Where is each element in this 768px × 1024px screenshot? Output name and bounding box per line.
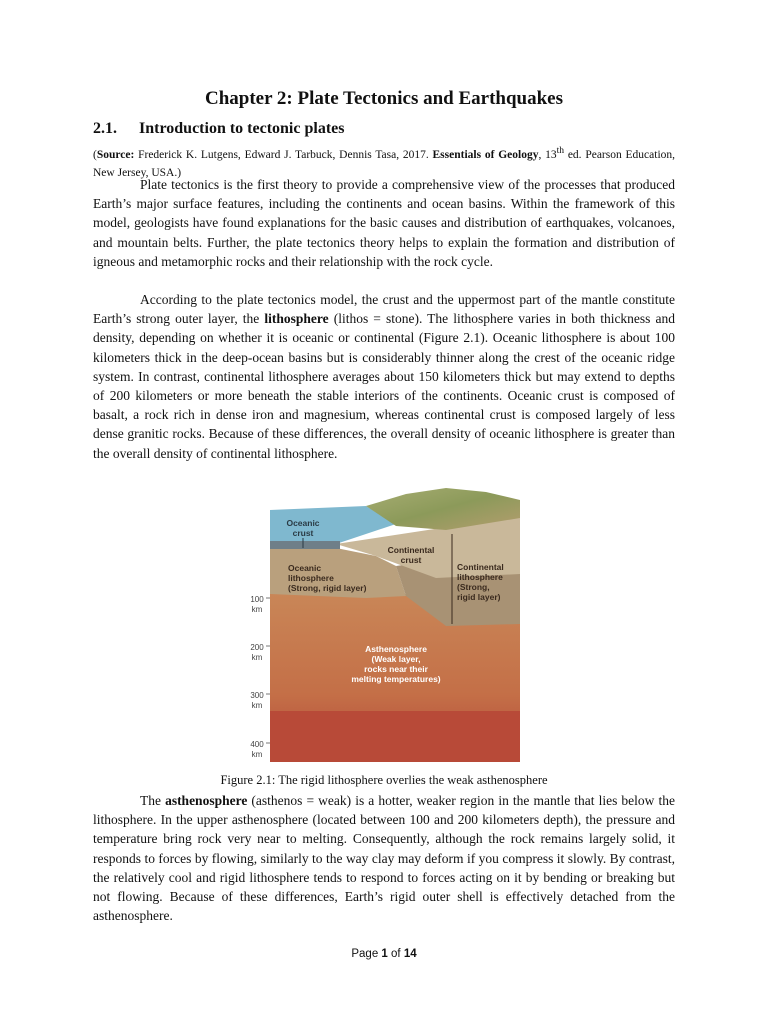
source-edition: , 13 xyxy=(538,148,557,161)
paragraph-3 xyxy=(93,791,675,925)
asthenosphere-label-4: melting temperatures) xyxy=(351,674,441,684)
continental-lithosphere-label-4: rigid layer) xyxy=(457,592,501,602)
footer-page-number: 1 xyxy=(381,948,388,960)
section-number: 2.1. xyxy=(93,120,117,137)
oceanic-lithosphere-label-1: Oceanic xyxy=(288,563,322,573)
paragraph-2 xyxy=(93,290,675,463)
continental-lithosphere-label-3: (Strong, xyxy=(457,582,490,592)
section-title: Introduction to tectonic plates xyxy=(139,120,345,137)
footer-total-pages: 14 xyxy=(403,948,417,960)
depth-400-value: 400 xyxy=(250,740,264,749)
source-edition-sup: th xyxy=(556,145,565,156)
depth-300-value: 300 xyxy=(250,691,264,700)
continental-lithosphere-label-2: lithosphere xyxy=(457,572,503,582)
paragraph-2-text-a: According to the plate tectonics model, the crust and the uppermost part of the mantle constitute Earth’s strong outer layer, the xyxy=(93,292,675,327)
page-footer xyxy=(0,948,768,960)
footer-page-word: Page xyxy=(351,948,379,960)
depth-400-unit: km xyxy=(251,750,263,759)
asthenosphere-label-2: (Weak layer, xyxy=(371,654,421,664)
source-prefix: ( xyxy=(93,148,97,161)
oceanic-crust-label-1: Oceanic xyxy=(286,518,320,528)
figure-caption: Figure 2.1: The rigid lithosphere overlies the weak asthenosphere xyxy=(220,773,548,787)
paragraph-3-pre: The xyxy=(140,793,166,808)
footer-of-word: of xyxy=(391,948,401,960)
source-authors: Frederick K. Lutgens, Edward J. Tarbuck, Dennis Tasa, 2017. xyxy=(134,148,433,161)
source-book: Essentials of Geology xyxy=(432,148,539,161)
depth-100-unit: km xyxy=(251,605,263,614)
source-rest: ed. Pearson Education, New Jersey, USA.) xyxy=(93,148,676,179)
oceanic-crust-band xyxy=(270,541,340,549)
paragraph-3-text: (asthenos = weak) is a hotter, weaker region in the mantle that lies below the lithosphere. In the upper asthenosphere (located between 100 and 200 kilometers depth), the pressure and temperature bring rock very near to melting. Consequently, although the rock remains largely solid, it responds to forces by flowing, similarly to the way clay may deform if you compress it slowly. By contrast, the relatively cool and rigid lithosphere tends to respond to forces acting on it by bending or breaking but not flowing. Because of these differences, Earth’s rigid outer shell is effectively detached from the asthenosphere. xyxy=(93,793,675,924)
lithosphere-figure xyxy=(246,486,526,764)
asthenosphere-label-3: rocks near their xyxy=(364,664,428,674)
oceanic-crust-label-2: crust xyxy=(292,528,314,538)
source-label: Source: xyxy=(96,148,135,161)
asthenosphere-label-1: Asthenosphere xyxy=(365,644,427,654)
paragraph-1 xyxy=(93,175,675,271)
section-heading xyxy=(93,120,344,138)
depth-100-value: 100 xyxy=(250,595,264,604)
continental-crust-label-2: crust xyxy=(400,555,422,565)
depth-300-unit: km xyxy=(251,701,263,710)
paragraph-1-text: Plate tectonics is the first theory to provide a comprehensive view of the processes that produced Earth’s major surface features, including the continents and ocean basins. Within the framework of this model, geologists have found explanations for the basic causes and distribution of earthquakes, volcanoes, and mountain belts. Further, the plate tectonics theory helps to explain the formation and distribution of igneous and metamorphic rocks and their relationship with the rock cycle. xyxy=(93,177,675,269)
chapter-title: Chapter 2: Plate Tectonics and Earthquakes xyxy=(204,88,564,109)
depth-200-unit: km xyxy=(251,653,263,662)
paragraph-2-text-b: (lithos = stone). The lithosphere varies in both thickness and density, depending on whether it is oceanic or continental (Figure 2.1). Oceanic lithosphere is about 100 kilometers thick in the deep-ocean basins but is considerably thinner along the crest of the oceanic ridge system. In contrast, continental lithosphere averages about 150 kilometers thick but may extend to depths of 200 kilometers or more beneath the stable interiors of the continents. Oceanic crust is composed of basalt, a rock rich in dense iron and magnesium, whereas continental crust is composed largely of less dense granitic rocks. Because of these differences, the overall density of oceanic lithosphere is greater than the overall density of continental lithosphere. xyxy=(93,311,675,461)
continental-crust-label-1: Continental xyxy=(387,545,435,555)
lithosphere-term: lithosphere xyxy=(264,311,329,327)
deep-mantle-layer xyxy=(270,711,520,762)
oceanic-lithosphere-label-3: (Strong, rigid layer) xyxy=(288,583,367,593)
depth-200-value: 200 xyxy=(250,643,264,652)
oceanic-lithosphere-label-2: lithosphere xyxy=(288,573,334,583)
continental-lithosphere-label-1: Continental xyxy=(457,562,504,572)
asthenosphere-term: asthenosphere xyxy=(165,793,248,808)
